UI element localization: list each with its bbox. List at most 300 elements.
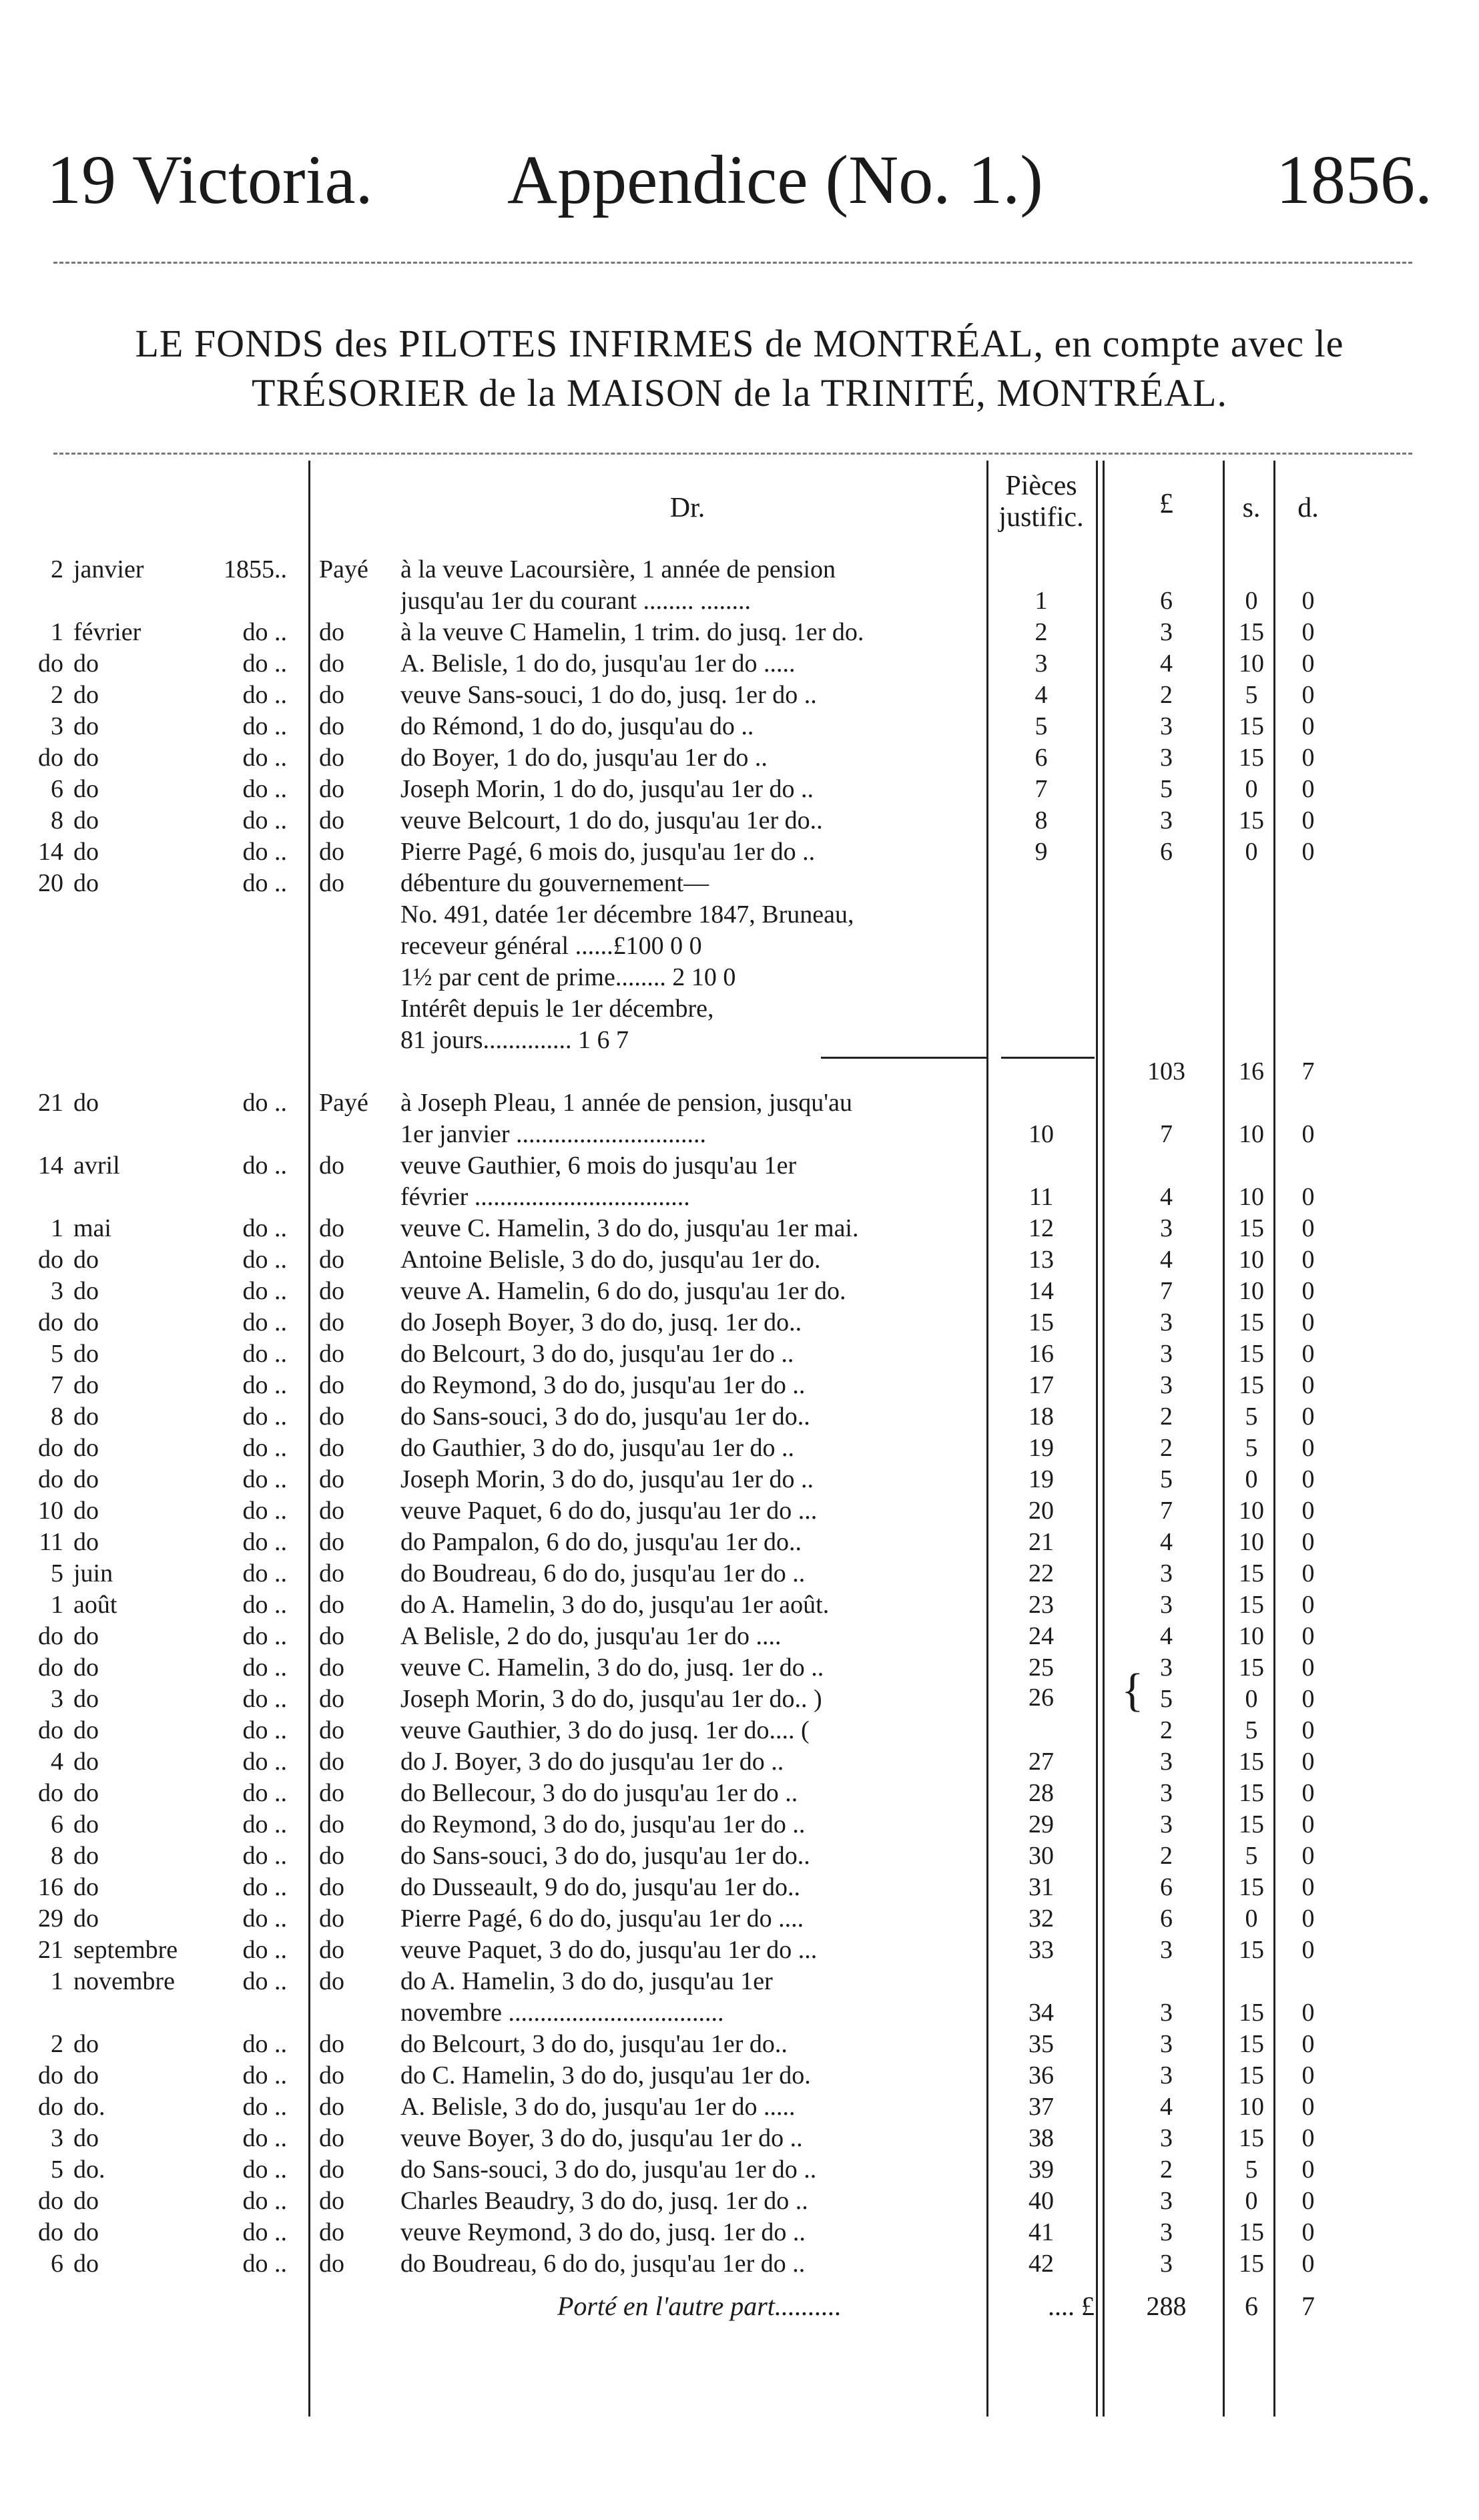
ledger-row (0, 1150, 1479, 1181)
cell-desc: veuve Sans-souci, 1 do do, jusq. 1er do .. (400, 681, 817, 709)
cell-year: do .. (242, 1403, 287, 1431)
cell-d: 0 (1301, 1308, 1315, 1336)
cell-year: do .. (242, 650, 287, 678)
cell-desc: à la veuve C Hamelin, 1 trim. do jusq. 1er do. (400, 618, 864, 646)
cell-n: 19 (1028, 1465, 1054, 1493)
cell-month: mai (73, 1214, 111, 1242)
ledger-row (0, 1652, 1479, 1683)
cell-desc: à la veuve Lacoursière, 1 année de pension (400, 555, 836, 583)
cell-desc: Joseph Morin, 3 do do, jusqu'au 1er do .. (400, 1465, 814, 1493)
carried-forward-label: Porté en l'autre part.......... (557, 2291, 842, 2321)
cell-d: 0 (1301, 1779, 1315, 1807)
brace-glyph: { (1121, 1665, 1144, 1716)
ledger-row (0, 962, 1479, 993)
cell-s: 15 (1239, 1654, 1264, 1682)
brace-voucher-row (0, 1682, 1479, 1713)
cell-n: 40 (1028, 2187, 1054, 2215)
cell-paye: do (319, 838, 344, 866)
cell-desc: veuve A. Hamelin, 6 do do, jusqu'au 1er do. (400, 1277, 846, 1305)
cell-desc: do Bellecour, 3 do do jusqu'au 1er do .. (400, 1779, 798, 1807)
cell-paye: do (319, 1748, 344, 1776)
ledger-row (0, 585, 1479, 616)
cell-year: do .. (242, 1308, 287, 1336)
cell-d: 0 (1301, 1810, 1315, 1838)
cell-s: 0 (1245, 2187, 1258, 2215)
ledger-row (0, 1087, 1479, 1118)
ledger-row (0, 1746, 1479, 1777)
cell-year: do .. (242, 1873, 287, 1901)
cell-day: 10 (38, 1497, 63, 1525)
cell-year: do .. (242, 1654, 287, 1682)
cell-day: do (38, 1434, 63, 1462)
cell-d: 0 (1301, 1246, 1315, 1274)
cell-day: 16 (38, 1873, 63, 1901)
cell-desc: do Gauthier, 3 do do, jusqu'au 1er do .. (400, 1434, 795, 1462)
cell-d: 0 (1301, 1340, 1315, 1368)
cell-day: do (38, 1716, 63, 1744)
cell-n: 27 (1028, 1748, 1054, 1776)
cell-year: do .. (242, 1089, 287, 1117)
cell-l: 3 (1160, 618, 1173, 646)
ledger-row (0, 1840, 1479, 1871)
cell-d: 0 (1301, 2061, 1315, 2089)
ledger-row (0, 742, 1479, 773)
cell-n: 32 (1028, 1905, 1054, 1933)
cell-s: 10 (1239, 2093, 1264, 2121)
cell-l: 3 (1160, 1999, 1173, 2027)
ledger-row (0, 2186, 1479, 2216)
cell-year: do .. (242, 2061, 287, 2089)
cell-month: do (73, 1277, 99, 1305)
cell-year: do .. (242, 1465, 287, 1493)
cell-s: 15 (1239, 1371, 1264, 1399)
cell-s: 16 (1239, 1057, 1264, 1085)
cell-paye: do (319, 650, 344, 678)
cell-l: 2 (1160, 1403, 1173, 1431)
cell-d: 0 (1301, 2218, 1315, 2246)
cell-month: do (73, 869, 99, 897)
cell-month: avril (73, 1152, 120, 1180)
ledger-row (0, 1370, 1479, 1401)
cell-d: 0 (1301, 2124, 1315, 2152)
cell-n: 36 (1028, 2061, 1054, 2089)
cell-year: do .. (242, 618, 287, 646)
cell-desc: février .................................. (400, 1183, 690, 1211)
cell-s: 5 (1245, 1434, 1258, 1462)
cell-month: do (73, 1089, 99, 1117)
cell-s: 15 (1239, 2061, 1264, 2089)
cell-day: do (38, 1308, 63, 1336)
cell-month: do (73, 2218, 99, 2246)
cell-desc: veuve Paquet, 6 do do, jusqu'au 1er do ... (400, 1497, 818, 1525)
cell-d: 0 (1301, 1591, 1315, 1619)
cell-paye: do (319, 2061, 344, 2089)
cell-d: 0 (1301, 650, 1315, 678)
cell-desc: No. 491, datée 1er décembre 1847, Bruneau, (400, 901, 854, 929)
pounds-heading: £ (1159, 489, 1173, 519)
cell-month: do (73, 2124, 99, 2152)
cell-n: 29 (1028, 1810, 1054, 1838)
cell-n: 8 (1034, 806, 1048, 834)
cell-d: 0 (1301, 1685, 1315, 1713)
cell-desc: novembre .................................. (400, 1999, 724, 2027)
cell-desc: A Belisle, 2 do do, jusqu'au 1er do .... (400, 1622, 782, 1650)
cell-l: 5 (1160, 775, 1173, 803)
ledger-row (0, 1527, 1479, 1557)
cell-desc: do A. Hamelin, 3 do do, jusqu'au 1er (400, 1967, 773, 1995)
cell-d: 0 (1301, 2250, 1315, 2278)
cell-paye: do (319, 806, 344, 834)
cell-s: 15 (1239, 806, 1264, 834)
cell-n: 13 (1028, 1246, 1054, 1274)
cell-day: do (38, 1654, 63, 1682)
cell-s: 15 (1239, 1779, 1264, 1807)
debit-heading: Dr. (669, 493, 705, 523)
pence-heading: d. (1297, 493, 1319, 523)
cell-desc: 81 jours.............. 1 6 7 (400, 1026, 629, 1054)
cell-s: 15 (1239, 1810, 1264, 1838)
cell-desc: débenture du gouvernement— (400, 869, 709, 897)
cell-s: 15 (1239, 1214, 1264, 1242)
cell-n: 20 (1028, 1497, 1054, 1525)
ledger-row (0, 1025, 1479, 1055)
cell-day: 1 (51, 1591, 63, 1619)
cell-d: 0 (1301, 618, 1315, 646)
cell-paye: do (319, 2124, 344, 2152)
cell-year: do .. (242, 1779, 287, 1807)
cell-month: do (73, 1810, 99, 1838)
cell-n: 7 (1034, 775, 1048, 803)
cell-paye: do (319, 1716, 344, 1744)
cell-year: do .. (242, 712, 287, 740)
cell-d: 0 (1301, 1497, 1315, 1525)
cell-l: 3 (1160, 2187, 1173, 2215)
cell-l: 3 (1160, 2030, 1173, 2058)
cell-day: do (38, 1465, 63, 1493)
cell-paye: do (319, 1591, 344, 1619)
cell-l: 3 (1160, 1591, 1173, 1619)
cell-desc: veuve Gauthier, 6 mois do jusqu'au 1er (400, 1152, 797, 1180)
cell-month: do (73, 1685, 99, 1713)
cell-s: 15 (1239, 2250, 1264, 2278)
cell-day: 1 (51, 1214, 63, 1242)
ledger-row (0, 1244, 1479, 1275)
cell-l: 3 (1160, 1371, 1173, 1399)
cell-year: do .. (242, 1559, 287, 1587)
cell-month: do (73, 1434, 99, 1462)
cell-day: do (38, 2061, 63, 2089)
cell-desc: veuve C. Hamelin, 3 do do, jusq. 1er do .. (400, 1654, 824, 1682)
cell-paye: do (319, 1277, 344, 1305)
cell-year: do .. (242, 775, 287, 803)
cell-paye: do (319, 1559, 344, 1587)
ledger-row (0, 2091, 1479, 2122)
title-line-2: TRÉSORIER de la MAISON de la TRINITÉ, MONTRÉAL. (252, 371, 1227, 415)
cell-s: 5 (1245, 1403, 1258, 1431)
cell-paye: do (319, 1842, 344, 1870)
cell-l: 6 (1160, 1873, 1173, 1901)
ledger-row (0, 1307, 1479, 1338)
cell-day: 1 (51, 1967, 63, 1995)
cell-paye: do (319, 1434, 344, 1462)
cell-n: 34 (1028, 1999, 1054, 2027)
session-label: 19 Victoria. (47, 142, 373, 218)
cell-year: do .. (242, 1528, 287, 1556)
cell-l: 103 (1147, 1057, 1185, 1085)
cell-l: 3 (1160, 1654, 1173, 1682)
ledger-row (0, 868, 1479, 899)
cell-l: 3 (1160, 2061, 1173, 2089)
cell-s: 10 (1239, 1246, 1264, 1274)
cell-desc: Joseph Morin, 3 do do, jusqu'au 1er do.. ) (400, 1685, 822, 1713)
cell-day: 4 (51, 1748, 63, 1776)
cell-paye: do (319, 1152, 344, 1180)
cell-paye: do (319, 1497, 344, 1525)
cell-l: 3 (1160, 1810, 1173, 1838)
cell-d: 0 (1301, 2093, 1315, 2121)
cell-d: 0 (1301, 2187, 1315, 2215)
cell-day: 14 (38, 838, 63, 866)
cell-s: 5 (1245, 1716, 1258, 1744)
cell-month: novembre (73, 1967, 175, 1995)
cell-day: do (38, 2218, 63, 2246)
cell-year: do .. (242, 2218, 287, 2246)
cell-day: 5 (51, 1340, 63, 1368)
carried-forward-dots: .... £ (1048, 2291, 1095, 2321)
cell-l: 7 (1160, 1120, 1173, 1148)
cell-day: 2 (51, 2030, 63, 2058)
cell-d: 0 (1301, 1999, 1315, 2027)
cell-paye: do (319, 1622, 344, 1650)
cell-n: 12 (1028, 1214, 1054, 1242)
cell-paye: do (319, 1403, 344, 1431)
cell-desc: Pierre Pagé, 6 do do, jusqu'au 1er do .... (400, 1905, 804, 1933)
cell-d: 0 (1301, 1842, 1315, 1870)
total-pence: 7 (1301, 2291, 1315, 2321)
cell-n: 31 (1028, 1873, 1054, 1901)
cell-s: 0 (1245, 587, 1258, 615)
cell-month: do (73, 1748, 99, 1776)
cell-s: 0 (1245, 838, 1258, 866)
cell-l: 5 (1160, 1465, 1173, 1493)
cell-month: do (73, 1622, 99, 1650)
cell-year: do .. (242, 1591, 287, 1619)
ledger-row (0, 1119, 1479, 1150)
cell-l: 6 (1160, 1905, 1173, 1933)
cell-day: 3 (51, 1685, 63, 1713)
cell-s: 10 (1239, 1528, 1264, 1556)
cell-day: 14 (38, 1152, 63, 1180)
total-pounds: 288 (1146, 2291, 1187, 2321)
cell-month: février (73, 618, 141, 646)
cell-l: 4 (1160, 1622, 1173, 1650)
cell-d: 0 (1301, 1936, 1315, 1964)
cell-year: do .. (242, 2156, 287, 2184)
cell-day: 29 (38, 1905, 63, 1933)
cell-s: 15 (1239, 1340, 1264, 1368)
cell-year: do .. (242, 1152, 287, 1180)
cell-n: 38 (1028, 2124, 1054, 2152)
cell-s: 0 (1245, 1465, 1258, 1493)
appendix-label: Appendice (No. 1.) (507, 142, 1043, 218)
cell-year: do .. (242, 1214, 287, 1242)
ledger-row (0, 2217, 1479, 2248)
ledger-row (0, 899, 1479, 930)
cell-d: 0 (1301, 838, 1315, 866)
ledger-row (0, 1213, 1479, 1244)
cell-l: 3 (1160, 1559, 1173, 1587)
cell-month: do (73, 1340, 99, 1368)
cell-year: do .. (242, 1842, 287, 1870)
cell-month: do (73, 1308, 99, 1336)
cell-month: do (73, 744, 99, 772)
cell-l: 3 (1160, 1340, 1173, 1368)
cell-l: 3 (1160, 1214, 1173, 1242)
cell-d: 0 (1301, 1716, 1315, 1744)
cell-paye: do (319, 1936, 344, 1964)
cell-d: 7 (1301, 1057, 1315, 1085)
cell-month: do (73, 1842, 99, 1870)
cell-month: do (73, 1654, 99, 1682)
cell-l: 3 (1160, 1936, 1173, 1964)
cell-d: 0 (1301, 1120, 1315, 1148)
cell-month: do (73, 1716, 99, 1744)
cell-day: do (38, 2187, 63, 2215)
cell-d: 0 (1301, 1905, 1315, 1933)
cell-day: 21 (38, 1936, 63, 1964)
cell-s: 15 (1239, 1936, 1264, 1964)
cell-month: do (73, 1497, 99, 1525)
cell-s: 15 (1239, 1308, 1264, 1336)
cell-d: 0 (1301, 1214, 1315, 1242)
cell-month: do. (73, 2093, 105, 2121)
ledger-row (0, 1621, 1479, 1652)
cell-paye: do (319, 2187, 344, 2215)
ledger-row (0, 993, 1479, 1024)
cell-n: 39 (1028, 2156, 1054, 2184)
cell-month: do (73, 1371, 99, 1399)
cell-year: do .. (242, 1905, 287, 1933)
cell-day: do (38, 1779, 63, 1807)
cell-n: 11 (1028, 1183, 1054, 1211)
cell-l: 4 (1160, 650, 1173, 678)
cell-day: do (38, 650, 63, 678)
cell-n: 15 (1028, 1308, 1054, 1336)
cell-month: do. (73, 2156, 105, 2184)
cell-desc: do Belcourt, 3 do do, jusqu'au 1er do.. (400, 2030, 788, 2058)
ledger-row (0, 617, 1479, 648)
cell-s: 0 (1245, 1685, 1258, 1713)
cell-day: do (38, 2093, 63, 2121)
cell-n: 6 (1034, 744, 1048, 772)
cell-year: do .. (242, 869, 287, 897)
cell-month: do (73, 775, 99, 803)
cell-d: 0 (1301, 1403, 1315, 1431)
cell-month: do (73, 1905, 99, 1933)
cell-l: 7 (1160, 1277, 1173, 1305)
cell-year: do .. (242, 1340, 287, 1368)
ledger-row (0, 1464, 1479, 1495)
cell-n: 41 (1028, 2218, 1054, 2246)
cell-day: 2 (51, 555, 63, 583)
header-rule (53, 262, 1412, 264)
cell-l: 2 (1160, 681, 1173, 709)
cell-l: 2 (1160, 1842, 1173, 1870)
cell-desc: do Boudreau, 6 do do, jusqu'au 1er do .. (400, 2250, 806, 2278)
cell-day: 5 (51, 2156, 63, 2184)
cell-n: 4 (1034, 681, 1048, 709)
ledger-row (0, 1338, 1479, 1369)
cell-year: do .. (242, 1277, 287, 1305)
cell-day: 20 (38, 869, 63, 897)
ledger-row (0, 1056, 1479, 1087)
cell-desc: Joseph Morin, 1 do do, jusqu'au 1er do .. (400, 775, 814, 803)
cell-s: 10 (1239, 1120, 1264, 1148)
cell-month: do (73, 1403, 99, 1431)
cell-paye: do (319, 1214, 344, 1242)
cell-s: 0 (1245, 775, 1258, 803)
ledger-row (0, 1589, 1479, 1620)
cell-l: 4 (1160, 1528, 1173, 1556)
cell-n: 22 (1028, 1559, 1054, 1587)
cell-paye: do (319, 1654, 344, 1682)
cell-s: 10 (1239, 1497, 1264, 1525)
cell-day: 7 (51, 1371, 63, 1399)
cell-paye: do (319, 1779, 344, 1807)
cell-year: do .. (242, 2187, 287, 2215)
cell-paye: do (319, 1371, 344, 1399)
ledger-row (0, 1997, 1479, 2028)
cell-s: 15 (1239, 1748, 1264, 1776)
cell-month: do (73, 2030, 99, 2058)
cell-l: 6 (1160, 838, 1173, 866)
cell-desc: do C. Hamelin, 3 do do, jusqu'au 1er do. (400, 2061, 811, 2089)
cell-paye: do (319, 2156, 344, 2184)
cell-paye: do (319, 618, 344, 646)
cell-paye: do (319, 1967, 344, 1995)
cell-month: septembre (73, 1936, 178, 1964)
cell-n: 21 (1028, 1528, 1054, 1556)
cell-desc: do Sans-souci, 3 do do, jusqu'au 1er do.. (400, 1403, 810, 1431)
title-rule (53, 453, 1412, 455)
cell-year: do .. (242, 1936, 287, 1964)
cell-s: 15 (1239, 1873, 1264, 1901)
cell-paye: do (319, 1810, 344, 1838)
cell-s: 10 (1239, 1277, 1264, 1305)
cell-n: 23 (1028, 1591, 1054, 1619)
ledger-row (0, 1182, 1479, 1212)
cell-n: 2 (1034, 618, 1048, 646)
cell-s: 5 (1245, 2156, 1258, 2184)
ledger-row (0, 774, 1479, 804)
cell-n: 37 (1028, 2093, 1054, 2121)
cell-desc: veuve Boyer, 3 do do, jusqu'au 1er do .. (400, 2124, 803, 2152)
ledger-row (0, 1903, 1479, 1934)
cell-day: do (38, 1622, 63, 1650)
cell-year: do .. (242, 1716, 287, 1744)
year-label: 1856. (1276, 142, 1432, 218)
cell-n: 28 (1028, 1779, 1054, 1807)
cell-s: 15 (1239, 618, 1264, 646)
cell-n: 19 (1028, 1434, 1054, 1462)
cell-s: 0 (1245, 1905, 1258, 1933)
cell-n: 30 (1028, 1842, 1054, 1870)
cell-month: janvier (73, 555, 144, 583)
cell-l: 6 (1160, 587, 1173, 615)
ledger-row (0, 1276, 1479, 1306)
cell-month: do (73, 1779, 99, 1807)
cell-desc: do Rémond, 1 do do, jusqu'au do .. (400, 712, 754, 740)
